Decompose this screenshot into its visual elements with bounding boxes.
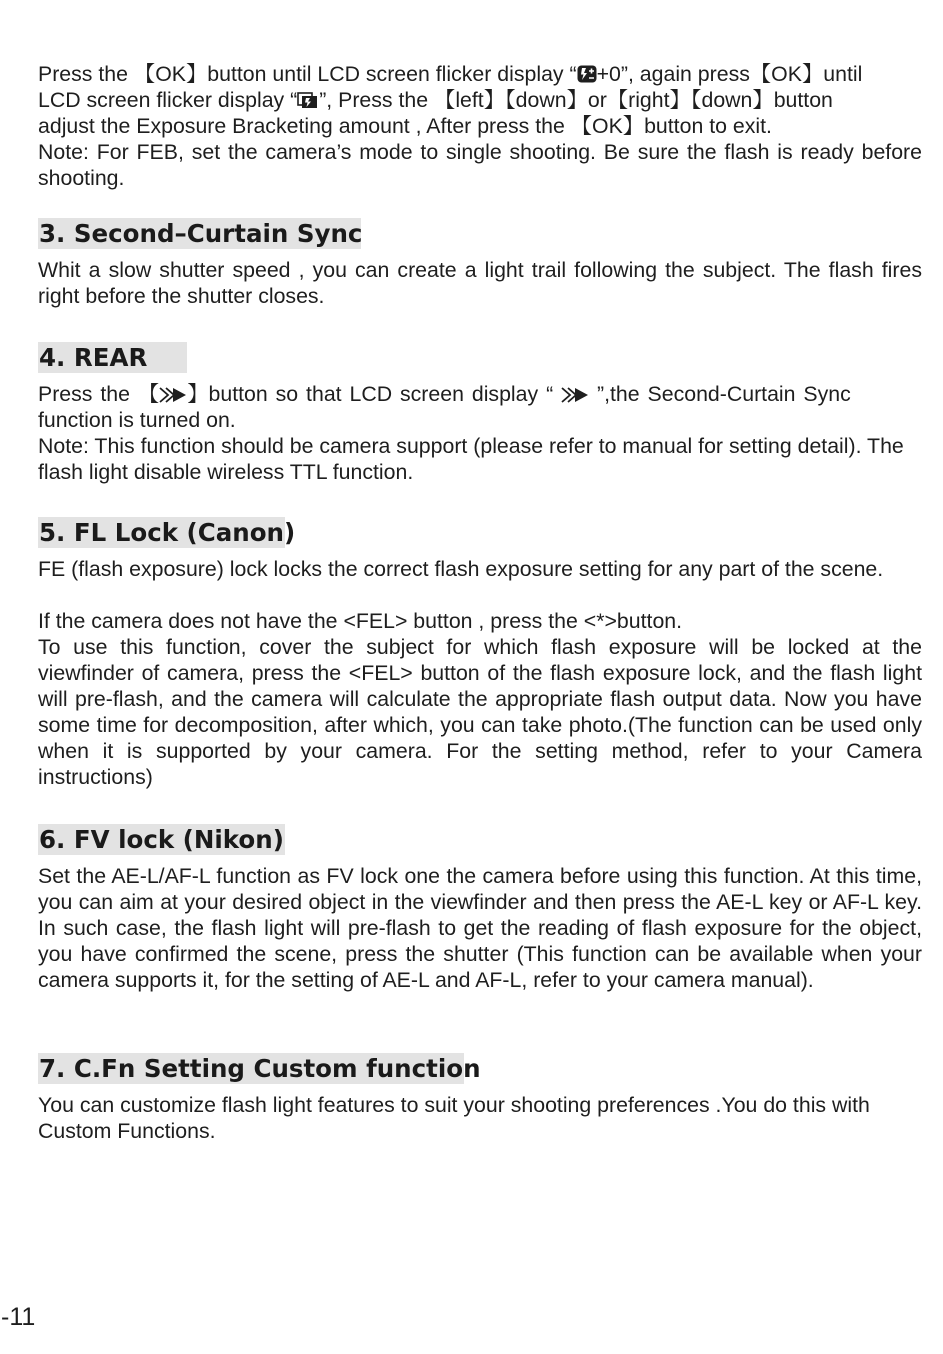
exposure-bracketing-icon <box>297 89 319 115</box>
rear-curtain-sync-icon <box>159 383 187 409</box>
section-3-heading: 3. Second–Curtain Sync <box>39 219 363 248</box>
section-4-note: Note: This function should be camera support (please refer to manual for setting detail). The flash light disable wireless TTL function. <box>38 434 904 484</box>
section-7-body: You can customize flash light features to suit your shooting preferences .You do this with Custom Functions. <box>38 1093 870 1143</box>
section-4-line-2: function is turned on. <box>38 408 236 432</box>
section-5-p3: To use this function, cover the subject for which flash exposure will be locked at the viewfinder of camera, press the <FEL> button of the flash exposure lock, and the flash light will pre-flash, and the camera will calculate the appropriate flash output data. Now you have some time for decomposition, after which, you can take photo.(The function can be used only when it is supported by your camera. For the setting method, refer to your Camera instructions) <box>38 635 922 789</box>
flash-exposure-compensation-icon <box>577 63 597 89</box>
section-5-p1: FE (flash exposure) lock locks the correct flash exposure setting for any part of the scene. <box>38 557 884 581</box>
section-4-heading: 4. REAR <box>38 342 187 373</box>
section-5-heading: 5. FL Lock (Canon) <box>39 518 296 547</box>
intro-line-3: adjust the Exposure Bracketing amount , After press the 【OK】button to exit. <box>38 114 772 138</box>
section-5-p2: If the camera does not have the <FEL> button , press the <*>button. <box>38 609 683 633</box>
section-4-line-1: Press the 【 】button so that LCD screen display “ ”,the Second-Curtain Sync <box>38 381 922 409</box>
intro-line-2: LCD screen flicker display “ ”, Press the 【left】【down】or【right】【down】button <box>38 87 922 115</box>
section-7-heading: 7. C.Fn Setting Custom function <box>39 1054 481 1083</box>
section-6-heading: 6. FV lock (Nikon) <box>39 825 284 854</box>
section-6-body: Set the AE-L/AF-L function as FV lock one the camera before using this function. At this time, you can aim at your desired object in the viewfinder and then press the AE-L key or AF-L key. In such case, the flash light will pre-flash to get the reading of flash exposure for the object, you have confirmed the scene, press the shutter (This function can be available when your camera supports it, for the setting of AE-L and AF-L, refer to your camera manual). <box>38 864 922 992</box>
section-3-body: Whit a slow shutter speed , you can create a light trail following the subject. The flash fires right before the shutter closes. <box>38 258 922 308</box>
rear-curtain-sync-icon <box>561 383 589 409</box>
intro-note: Note: For FEB, set the camera’s mode to single shooting. Be sure the flash is ready before shooting. <box>38 140 922 190</box>
page-number: -11 <box>1 1303 36 1331</box>
intro-line-1: Press the 【OK】button until LCD screen flicker display “ +0”, again press【OK】until <box>38 61 922 89</box>
